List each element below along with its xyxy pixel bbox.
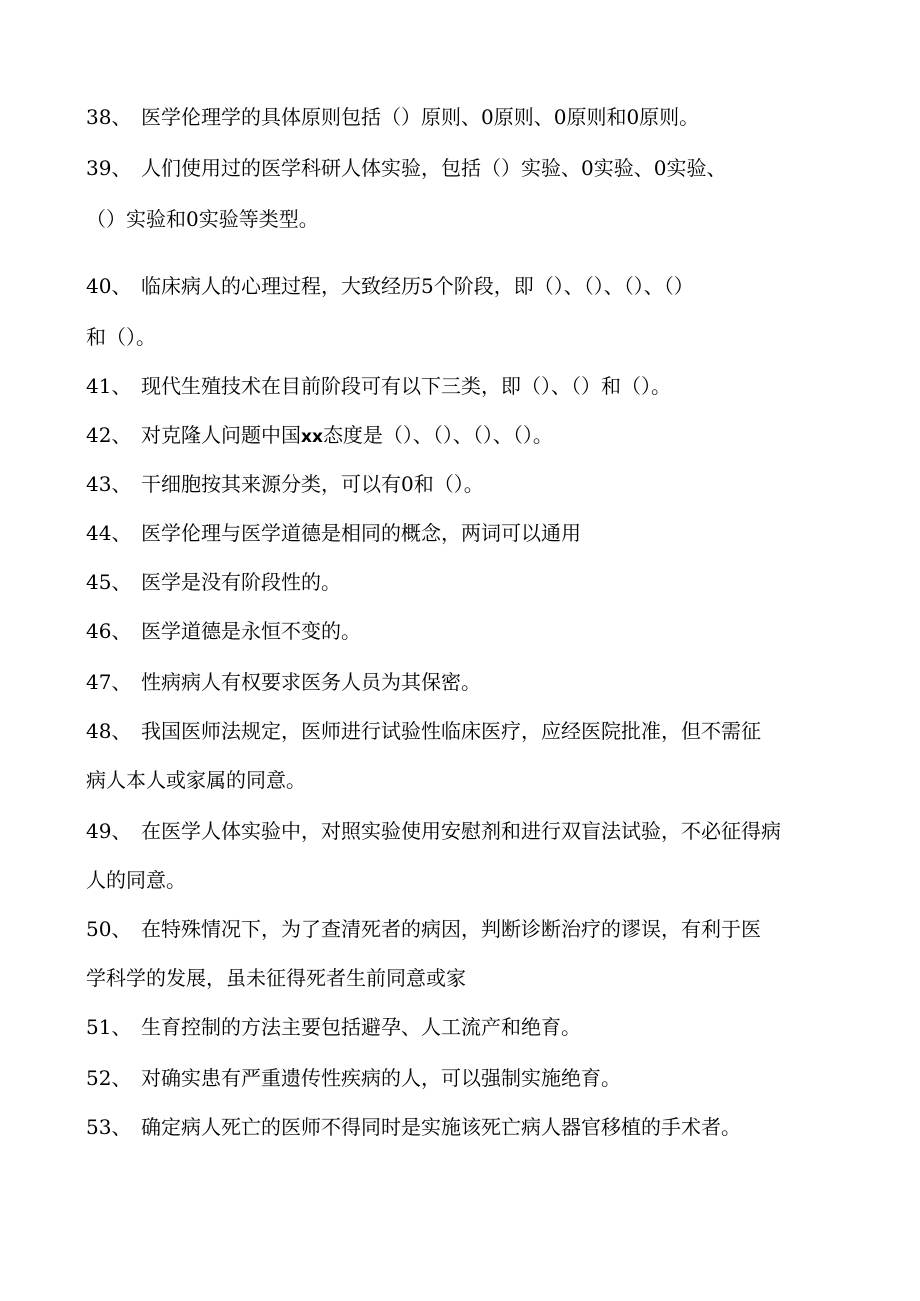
question-number: 38、 bbox=[86, 105, 132, 129]
question-number: 51、 bbox=[86, 1015, 132, 1039]
question-text: 医学道德是永恒不变的。 bbox=[141, 619, 361, 643]
question-text-part-a: 对克隆人问题中国 bbox=[141, 423, 301, 447]
question-text: 医学是没有阶段性的。 bbox=[141, 570, 341, 594]
question-42 bbox=[86, 423, 836, 449]
question-45 bbox=[86, 570, 836, 594]
question-text: 干细胞按其来源分类，可以有0和（）。 bbox=[141, 472, 484, 496]
question-text-part-c: 态度是（）、（）、（）、（）。 bbox=[322, 423, 553, 447]
question-38 bbox=[86, 105, 836, 129]
question-43 bbox=[86, 472, 836, 496]
question-text: 医学伦理与医学道德是相同的概念，两词可以通用 bbox=[141, 521, 581, 545]
question-text-continued: 人的同意。 bbox=[86, 868, 186, 892]
question-number: 42、 bbox=[86, 423, 132, 447]
question-41 bbox=[86, 374, 836, 398]
question-53 bbox=[86, 1115, 836, 1139]
question-number: 53、 bbox=[86, 1115, 132, 1139]
question-text: 在特殊情况下，为了查清死者的病因，判断诊断治疗的谬误，有利于医 bbox=[141, 917, 761, 941]
question-number: 47、 bbox=[86, 670, 132, 694]
question-48-continuation bbox=[86, 768, 836, 792]
question-49-continuation bbox=[86, 868, 836, 892]
question-number: 46、 bbox=[86, 619, 132, 643]
question-number: 43、 bbox=[86, 472, 132, 496]
question-40-continuation bbox=[86, 325, 836, 349]
question-50-continuation bbox=[86, 966, 836, 990]
question-number: 50、 bbox=[86, 917, 132, 941]
question-text: 确定病人死亡的医师不得同时是实施该死亡病人器官移植的手术者。 bbox=[141, 1115, 741, 1139]
question-number: 48、 bbox=[86, 719, 132, 743]
question-text: 对确实患有严重遗传性疾病的人，可以强制实施绝育。 bbox=[141, 1066, 621, 1090]
question-number: 52、 bbox=[86, 1066, 132, 1090]
question-text-continued: 学科学的发展，虽未征得死者生前同意或家 bbox=[86, 966, 466, 990]
question-text: 现代生殖技术在目前阶段可有以下三类，即（）、（）和（）。 bbox=[141, 374, 671, 398]
question-text: 性病病人有权要求医务人员为其保密。 bbox=[141, 670, 481, 694]
question-49 bbox=[86, 819, 836, 843]
question-text-part-b: xx bbox=[301, 427, 323, 447]
question-number: 44、 bbox=[86, 521, 132, 545]
question-44 bbox=[86, 521, 836, 545]
question-text: 医学伦理学的具体原则包括（）原则、0原则、0原则和0原则。 bbox=[141, 105, 700, 129]
question-number: 41、 bbox=[86, 374, 132, 398]
question-text: 生育控制的方法主要包括避孕、人工流产和绝育。 bbox=[141, 1015, 581, 1039]
question-51 bbox=[86, 1015, 836, 1039]
question-text-continued: 病人本人或家属的同意。 bbox=[86, 768, 306, 792]
question-39 bbox=[86, 156, 836, 180]
question-text-continued: 和（）。 bbox=[86, 325, 156, 349]
question-47 bbox=[86, 670, 836, 694]
question-46 bbox=[86, 619, 836, 643]
question-50 bbox=[86, 917, 836, 941]
question-text: 我国医师法规定，医师进行试验性临床医疗，应经医院批准，但不需征 bbox=[141, 719, 761, 743]
question-number: 40、 bbox=[86, 274, 132, 298]
question-number: 49、 bbox=[86, 819, 132, 843]
question-52 bbox=[86, 1066, 836, 1090]
question-number: 45、 bbox=[86, 570, 132, 594]
question-text: 人们使用过的医学科研人体实验，包括（）实验、0实验、0实验、 bbox=[141, 156, 727, 180]
question-text: 在医学人体实验中，对照实验使用安慰剂和进行双盲法试验，不必征得病 bbox=[141, 819, 781, 843]
question-39-continuation bbox=[86, 207, 836, 231]
question-text-continued: （）实验和0实验等类型。 bbox=[86, 207, 319, 231]
question-text: 临床病人的心理过程，大致经历5个阶段，即（）、（）、（）、（） bbox=[141, 274, 694, 298]
question-number: 39、 bbox=[86, 156, 132, 180]
question-48 bbox=[86, 719, 836, 743]
question-40 bbox=[86, 274, 836, 298]
